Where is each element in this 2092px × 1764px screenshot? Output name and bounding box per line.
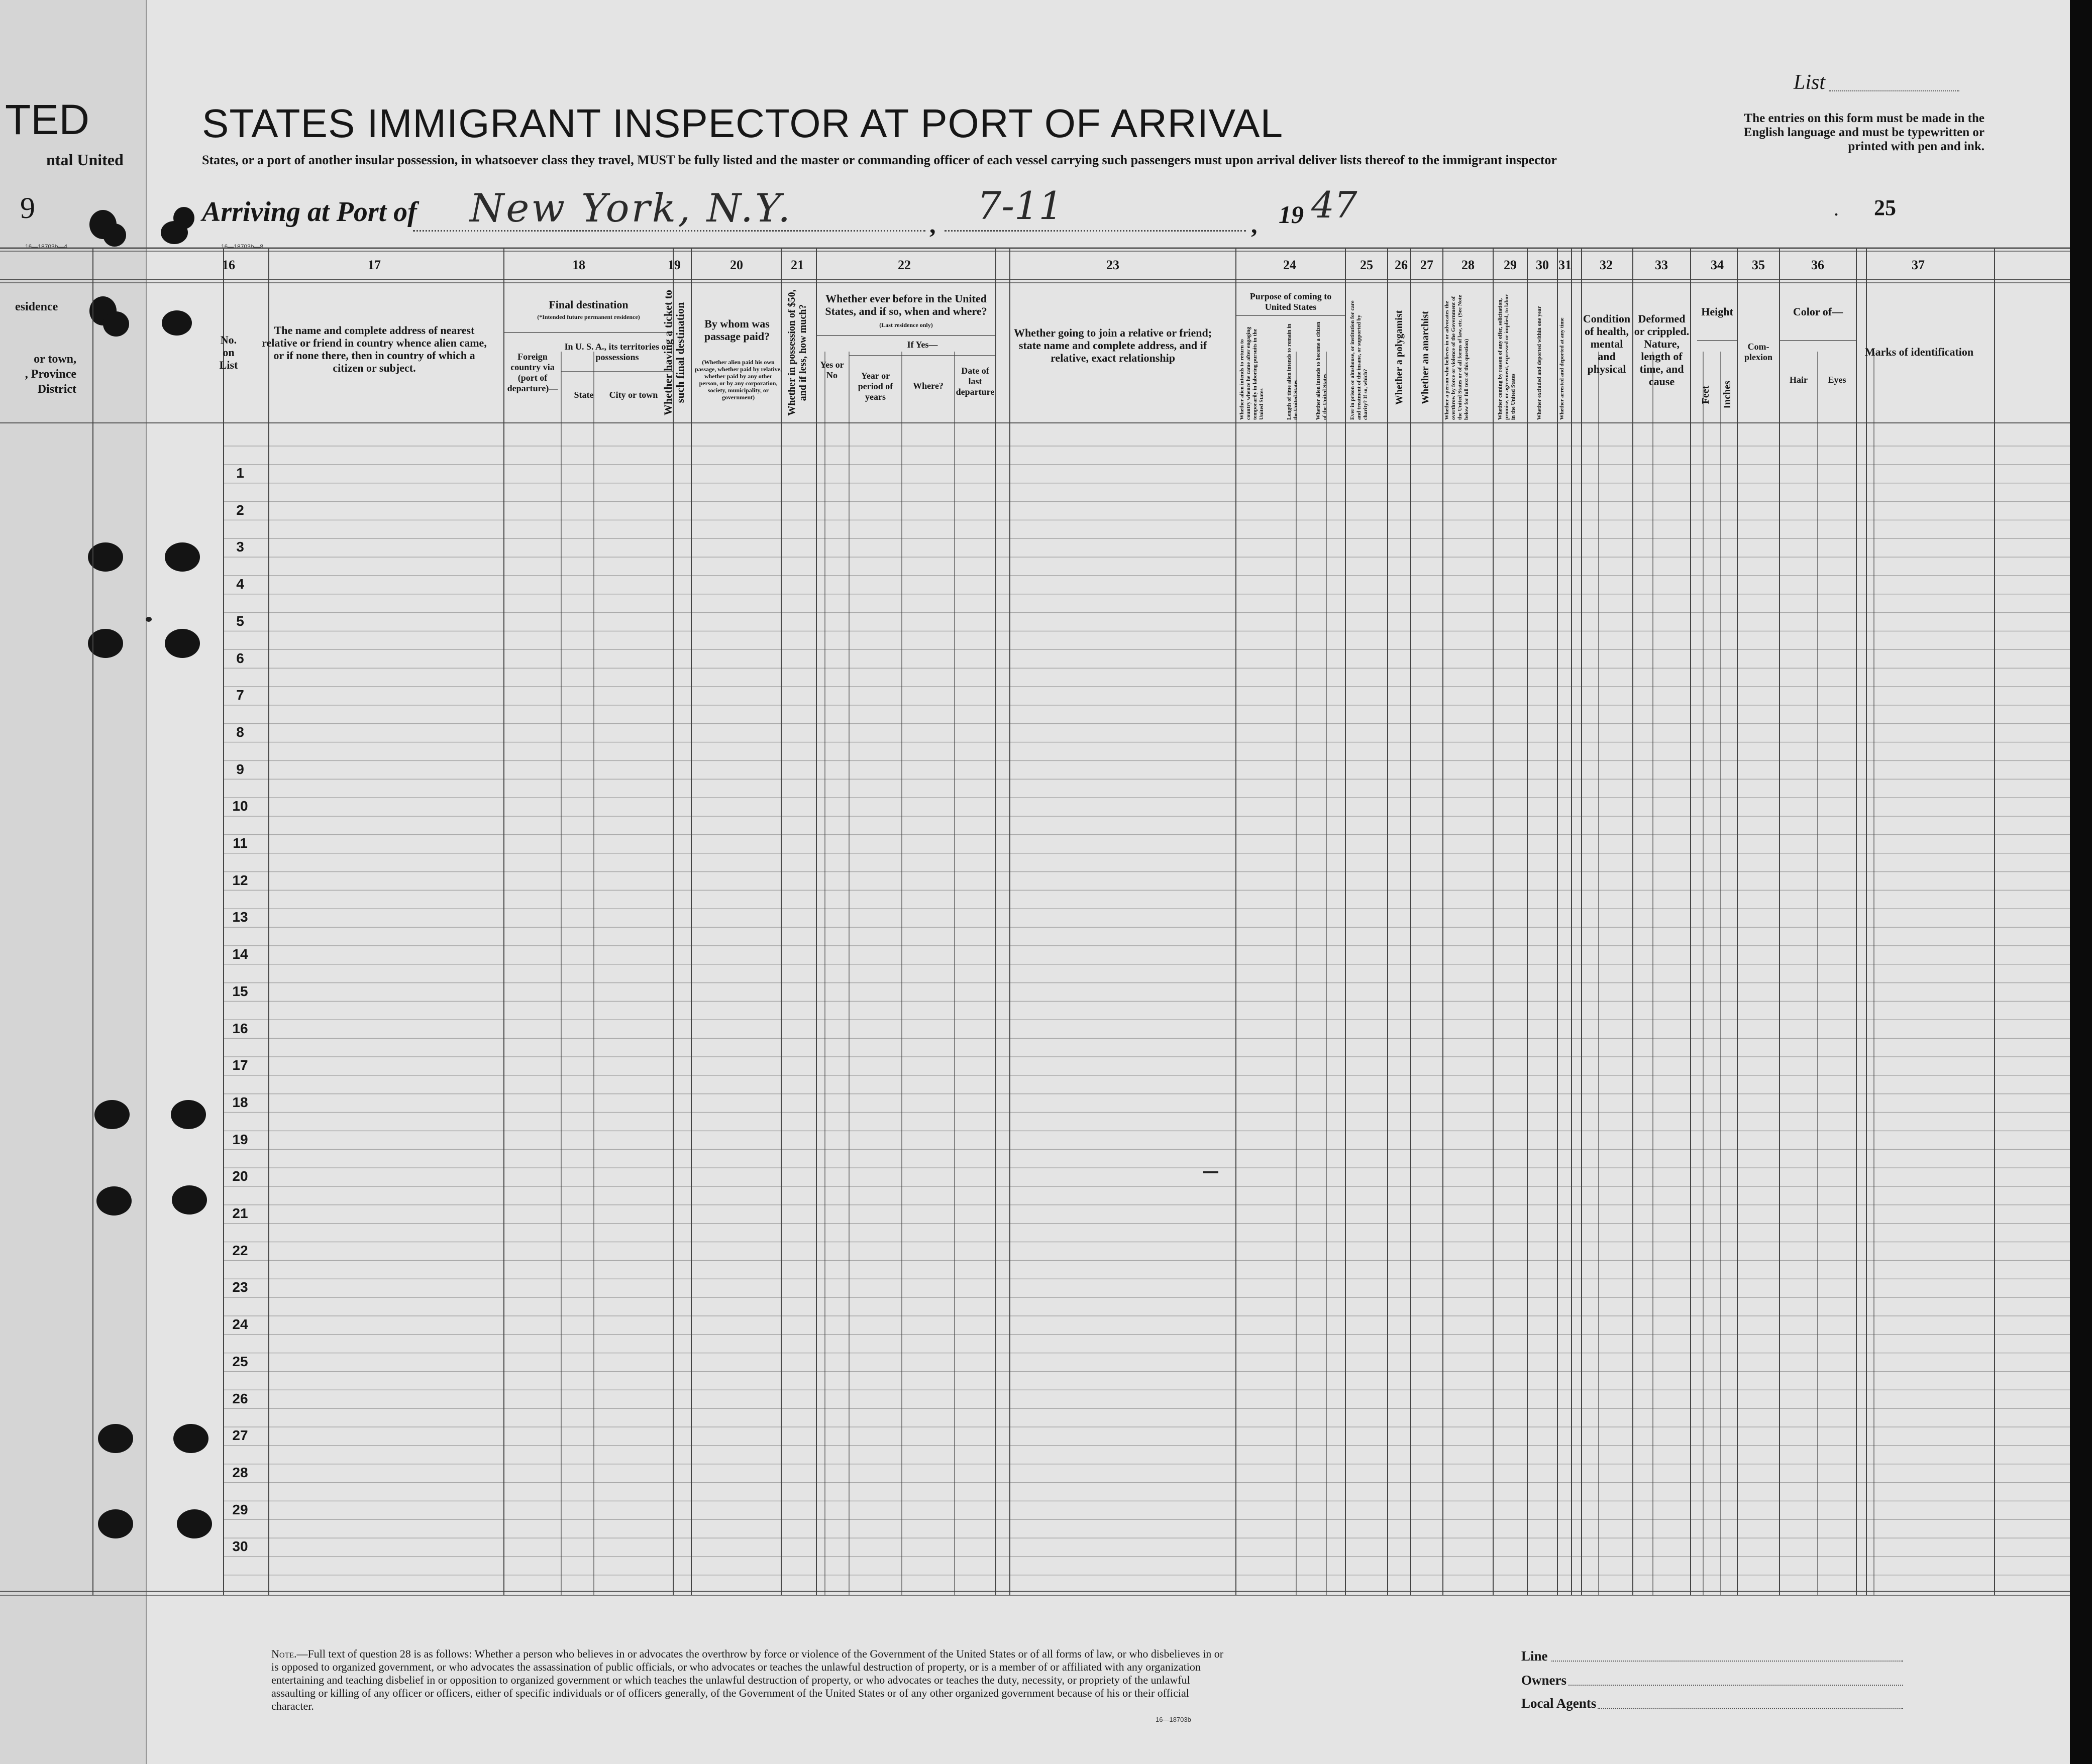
header-in-usa: In U. S. A., its territories or possessions (564, 342, 670, 362)
column-number: 23 (1106, 258, 1119, 272)
header-anarchist: Whether an anarchist (1420, 311, 1431, 404)
binding-hole (171, 1100, 206, 1129)
binding-hole (96, 1186, 132, 1216)
header-purpose-length: Length of time alien intends to remain in the United States (1286, 323, 1299, 420)
column-number: 34 (1711, 258, 1724, 272)
row-number: 4 (236, 576, 244, 592)
column-number: 33 (1655, 258, 1668, 272)
row-number: 15 (232, 983, 248, 999)
flap-line: or town, (34, 353, 76, 366)
form-code: 16—18703b—8 (221, 243, 264, 250)
row-number: 19 (232, 1131, 248, 1147)
header-height: Height (1701, 305, 1733, 318)
binding-hole (103, 311, 129, 337)
binding-hole (173, 207, 194, 229)
port-of-arrival-value[interactable]: New York, N.Y. (470, 186, 793, 231)
binding-hole (162, 310, 192, 336)
header-city-or-town: City or town (609, 390, 658, 400)
header-prison-almshouse: Ever in prison or almshouse, or institution for care and treatment of the insane, or supported by charity? If so, which? (1349, 300, 1369, 420)
row-number: 1 (236, 465, 244, 481)
header-health: Condition of health, mental and physical (1583, 312, 1631, 375)
header-where: Where? (913, 381, 944, 391)
form-subtitle: States, or a port of another insular possession, in whatsoever class they travel, MUST be fully listed and the master or commanding officer of each vessel carrying such passengers must upon arrival deliver lists thereof to the immigrant inspector (202, 153, 1557, 167)
header-no-on-list: No. on List (219, 334, 238, 371)
binding-hole (165, 542, 200, 572)
flap-title-fragment: TED (5, 96, 89, 143)
header-if-yes: If Yes— (907, 340, 938, 350)
header-deformed: Deformed or crippled. Nature, length of time, and cause (1634, 312, 1690, 388)
binding-hole (177, 1509, 212, 1538)
line-field[interactable] (1551, 1661, 1903, 1662)
header-complexion: Com- plexion (1744, 342, 1772, 362)
row-number: 18 (232, 1094, 248, 1110)
column-number: 28 (1461, 258, 1475, 272)
row-number: 20 (232, 1168, 248, 1184)
row-number: 14 (232, 946, 248, 962)
header-final-destination: Final destination (549, 298, 629, 311)
flap-line: District (37, 383, 76, 396)
row-number: 8 (236, 724, 244, 740)
year-suffix-value[interactable]: 47 (1311, 184, 1357, 226)
arriving-label: Arriving at Port of (202, 196, 417, 228)
row-number: 30 (232, 1538, 248, 1555)
header-inches: Inches (1722, 381, 1733, 409)
row-number: 27 (232, 1427, 248, 1444)
column-number: 21 (791, 258, 804, 272)
row-number: 11 (233, 835, 248, 851)
header-ticket: Whether having a ticket to such final destination (662, 289, 686, 416)
sheet-number: 25 (1874, 195, 1896, 220)
binding-hole (94, 1100, 130, 1129)
row-number: 6 (236, 650, 244, 666)
header-feet: Feet (1700, 385, 1711, 404)
column-number: 35 (1752, 258, 1765, 272)
header-hair: Hair (1790, 375, 1808, 385)
row-number: 28 (232, 1464, 248, 1480)
flap-number-fragment: 9 (20, 191, 35, 225)
header-last-residence-note: (Last residence only) (879, 321, 933, 328)
header-purpose: Purpose of coming to United States (1249, 291, 1332, 312)
row-number: 10 (232, 798, 248, 814)
column-number: 24 (1283, 258, 1296, 272)
binding-hole (172, 1185, 207, 1215)
row-number: 23 (232, 1279, 248, 1295)
header-yes-or-no: Yes or No (820, 360, 844, 380)
row-number: 7 (236, 687, 244, 703)
note-form-code: 16—18703b (1156, 1716, 1191, 1723)
flap-residence-lines (21, 352, 76, 397)
binding-hole (173, 1424, 208, 1453)
date-field-line (945, 230, 1246, 232)
row-number: 16 (232, 1020, 248, 1036)
header-purpose-citizen: Whether alien intends to become a citizen of the United States (1315, 321, 1328, 420)
comma: , (1251, 210, 1258, 239)
arrival-date-value[interactable]: 7-11 (977, 183, 1063, 228)
column-number: 32 (1600, 258, 1613, 272)
row-number: 13 (232, 909, 248, 925)
header-labor-offer: Whether coming by reason of any offer, solicitation, promise, or agreement, expressed or implied, to labor in the United States (1497, 294, 1516, 420)
year-prefix: 19 (1279, 200, 1304, 229)
header-purpose-return: Whether alien intends to return to country whence he came after engaging temporarily in laboring pursuits in the United States (1239, 326, 1265, 420)
flap-line: , Province (25, 368, 76, 381)
header-fifty-dollars: Whether in possession of $50, and if less, how much? (786, 289, 808, 416)
header-passage-paid: By whom was passage paid? (704, 317, 770, 343)
header-ever-before-in-us: Whether ever before in the United States, and if so, when and where? (825, 292, 987, 317)
owners-field[interactable] (1568, 1685, 1903, 1686)
column-number: 36 (1811, 258, 1824, 272)
header-nearest-relative: The name and complete address of nearest relative or friend in country whence alien came, or if none there, then in country of which a citizen or subject. (262, 324, 487, 374)
list-number-field[interactable] (1829, 90, 1959, 91)
header-year-period: Year or period of years (858, 371, 893, 402)
header-excluded: Whether excluded and deported within one year (1536, 306, 1542, 420)
header-color-of: Color of— (1793, 305, 1843, 318)
column-number: 26 (1395, 258, 1408, 272)
note-text: —Full text of question 28 is as follows: Whether a person who believes in or advocates the overthrow by force or violence of the Government of the United States or of all forms of law, or who disbelieves in or is opposed to organized government, or who advocates the assassination of public officials, or who advocates or teaches the unlawful destruction of property, or is a member of or affiliated with any organization entertaining and teaching disbelief in or opposition to organized government or which teaches the unlawful destruction of property, or who advocates or teaches the duty, necessity, or propriety of the unlawful assaulting or killing of any officer or officers, either of specific individuals or of officers generally, of the Government of the United States or of any other organized government because of his or their official character. (271, 1647, 1224, 1712)
binding-hole (103, 224, 126, 247)
row-number: 22 (232, 1242, 248, 1258)
row-number: 3 (236, 539, 244, 555)
column-number: 22 (898, 258, 911, 272)
left-flap (0, 0, 147, 1764)
entries-instruction: The entries on this form must be made in the English language and must be typewritten or printed with pen and ink. (1743, 112, 1984, 153)
row-number: 29 (232, 1501, 248, 1517)
list-label: List (1794, 71, 1826, 94)
form-code: 16—18703b—4 (25, 243, 68, 250)
header-eyes: Eyes (1828, 375, 1846, 385)
column-number: 18 (572, 258, 585, 272)
header-passage-paid-note: (Whether alien paid his own passage, whether paid by relative, whether paid by any other person, or by any corporation, society, municipality, or government) (695, 359, 782, 401)
row-number: 21 (232, 1205, 248, 1221)
column-number: 19 (668, 258, 681, 272)
binding-hole (88, 542, 123, 572)
column-number: 20 (730, 258, 743, 272)
header-overthrow: Whether a person who believes in or advocates the overthrow by force or violence of the Government of the United States or of all forms of law, etc. (See Note below for full text of this question) (1444, 295, 1470, 420)
column-number: 16 (222, 258, 235, 272)
question-28-note (271, 1647, 1226, 1713)
column-number: 25 (1360, 258, 1373, 272)
binding-hole (88, 629, 123, 658)
row-number: 26 (232, 1390, 248, 1406)
row-number: 17 (232, 1057, 248, 1073)
header-final-destination-note: (*Intended future permanent residence) (537, 313, 640, 320)
note-lead: Note. (271, 1647, 297, 1660)
row-number: 5 (236, 613, 244, 629)
column-number: 30 (1536, 258, 1549, 272)
header-joining-relative: Whether going to join a relative or friend; state name and complete address, and if relative, exact relationship (1013, 326, 1212, 364)
column-number: 17 (368, 258, 381, 272)
comma: , (929, 210, 936, 239)
header-marks-identification: Marks of identification (1864, 346, 1974, 358)
form-title: STATES IMMIGRANT INSPECTOR AT PORT OF ARRIVAL (202, 101, 1284, 146)
row-number: 9 (236, 761, 244, 777)
local-agents-label: Local Agents (1521, 1696, 1597, 1711)
header-polygamist: Whether a polygamist (1394, 310, 1405, 405)
binding-hole (98, 1509, 133, 1538)
row-number: 2 (236, 502, 244, 518)
flap-residence-label: esidence (15, 300, 58, 313)
row-number: 12 (232, 872, 248, 888)
header-state: State (574, 390, 594, 400)
column-number: 31 (1558, 258, 1572, 272)
local-agents-field[interactable] (1598, 1708, 1903, 1709)
header-arrested: Whether arrested and deported at any time (1559, 317, 1565, 420)
column-number: 37 (1912, 258, 1925, 272)
row-number: 24 (232, 1316, 248, 1333)
column-number: 29 (1504, 258, 1517, 272)
dot-mark: . (1834, 197, 1839, 220)
binding-hole (165, 629, 200, 658)
ink-mark (1203, 1171, 1218, 1173)
line-label: Line (1521, 1648, 1548, 1664)
header-foreign-country: Foreign country via (port of departure)— (507, 352, 558, 393)
ink-mark (146, 617, 152, 622)
owners-label: Owners (1521, 1673, 1566, 1688)
flap-subtitle-fragment: ntal United (46, 151, 124, 169)
column-number: 27 (1420, 258, 1433, 272)
header-date-last-departure: Date of last departure (956, 366, 995, 397)
binding-hole (98, 1424, 133, 1453)
row-number: 25 (232, 1353, 248, 1369)
